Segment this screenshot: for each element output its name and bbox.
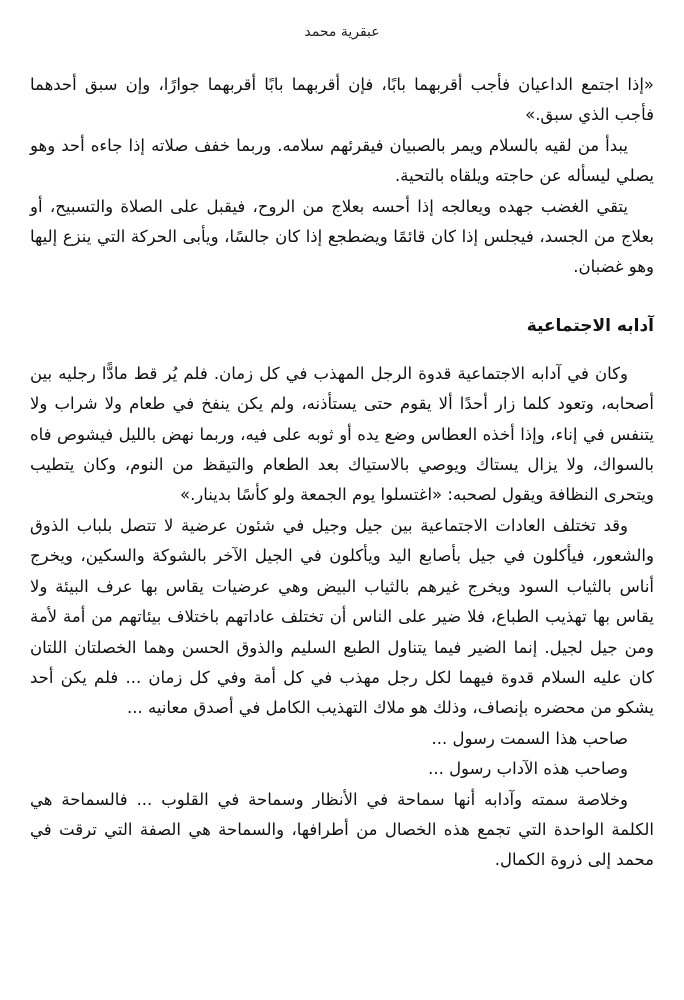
- paragraph-anger: يتقي الغضب جهده ويعالجه إذا أحسه بعلاج من الروح، فيقبل على الصلاة والتسبيح، أو بعلاج من الجسد، فيجلس إذا كان قائمًا ويضطجع إذا كان جالسًا، ويأبى الحركة التي ينزع إليها وهو غضبان.: [30, 196, 654, 277]
- verse-line-2: وصاحب هذه الآداب رسول ...: [428, 759, 628, 779]
- paragraph-manners: وكان في آدابه الاجتماعية قدوة الرجل المهذب في كل زمان. فلم يُر قط مادًّا رجليه بين أصحابه، وتعود كلما زار أحدًا ألا يقوم حتى يستأذنه، ولم يكن ينفخ في طعام ولا شراب ولا يتنفس في إناء، وإذا أخذه العطاس وضع يده أو ثوبه على فيه، وربما نهض بالليل فيشوص فاه بالسواك، ولا يزال يستاك ويوصي بالاستياك بعد الطعام والتيقظ من النوم، وكان يتطيب ويتحرى النظافة ويقول لصحبه: «اغتسلوا يوم الجمعة ولو كأسًا بدينار.»: [30, 363, 654, 505]
- paragraph-summary: وخلاصة سمته وآدابه أنها سماحة في الأنظار وسماحة في القلوب ... فالسماحة هي الكلمة الواحدة التي تجمع هذه الخصال من أطرافها، والسماحة هي الصفة التي ترقت في محمد إلى ذروة الكمال.: [30, 789, 654, 870]
- paragraph-greeting: يبدأ من لقيه بالسلام ويمر بالصبيان فيقرئهم سلامه. وربما خفف صلاته إذا جاءه أحد وهو يصلي ليسأله عن حاجته ويلقاه بالتحية.: [30, 135, 654, 186]
- running-title: عبقرية محمد: [304, 24, 380, 40]
- verse-line-1: صاحب هذا السمت رسول ...: [431, 728, 628, 748]
- paragraph-quote: «إذا اجتمع الداعيان فأجب أقربهما بابًا، فإن أقربهما بابًا أقربهما جوارًا، وإن سبق أحدهما فأجب الذي سبق.»: [30, 75, 654, 125]
- body-text: [30, 70, 654, 876]
- paragraph-customs: وقد تختلف العادات الاجتماعية بين جيل وجيل في شئون عرضية لا تتصل بلباب الذوق والشعور، فيأكلون في جيل بأصابع اليد ويأكلون في الجيل الآخر بالشوكة والسكين، ويخرج أناس بالثياب السود ويخرج غيرهم بالثياب البيض وهي عرضيات يقاس بها عرف البيئة ولا يقاس بها تهذيب الطباع، فلا ضير على الناس أن تختلف عاداتهم باختلاف بيئاتهم من أمة لأمة ومن جيل لجيل. إنما الضير فيما يتناول الطبع السليم والذوق الحسن وهما الخصلتان اللتان كان عليه السلام قدوة فيهما لكل رجل مهذب في كل أمة وفي كل زمان ... فلم يكن أحد يشكو من محضره بإنصاف، وذلك هو ملاك التهذيب الكامل في أصدق معانيه ...: [30, 515, 654, 718]
- section-heading: آدابه الاجتماعية: [526, 315, 654, 336]
